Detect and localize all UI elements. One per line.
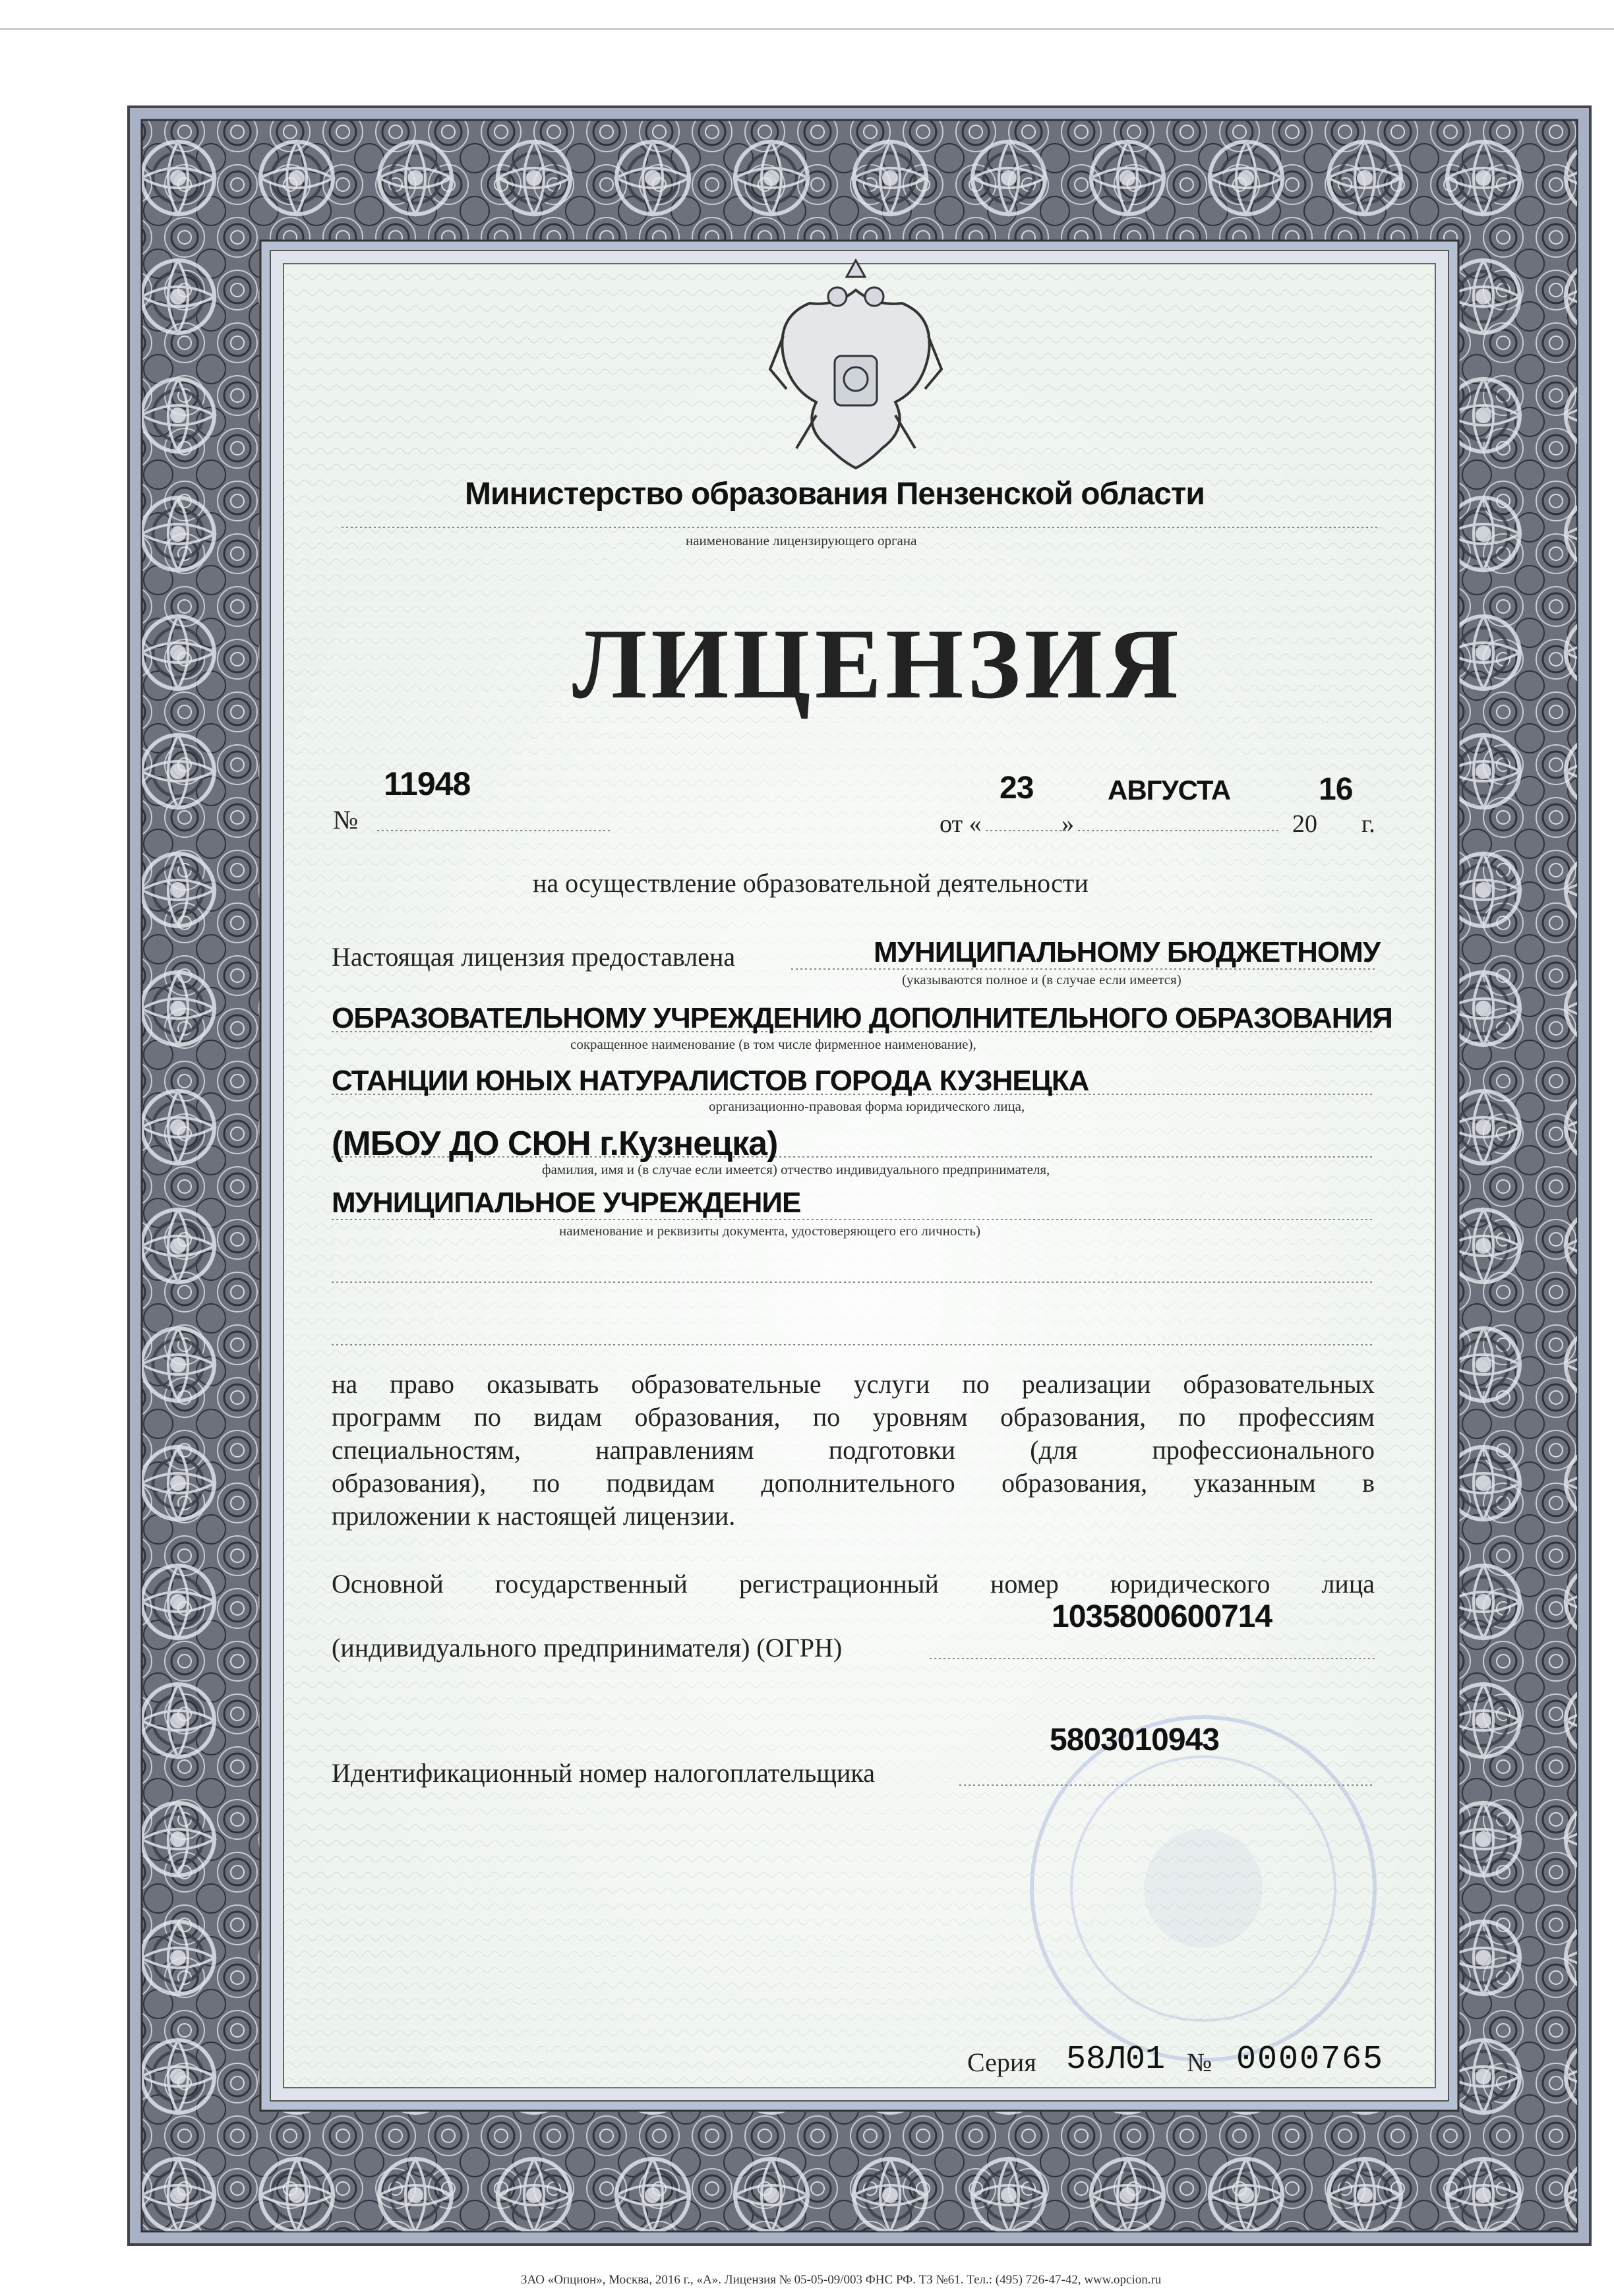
rights-line-1: на право оказывать образовательные услуги по реализации образовательных <box>332 1369 1375 1399</box>
rights-paragraph <box>332 1368 1375 1533</box>
ogrn-label-line-1: Основной государственный регистрационный номер юридического лица <box>332 1569 1375 1599</box>
date-month: АВГУСТА <box>1108 775 1231 806</box>
grantee-caption-3: организационно-правовая форма юридического лица, <box>709 1098 1025 1114</box>
date-day: 23 <box>1000 771 1034 806</box>
grantee-caption-5: наименование и реквизиты документа, удостоверяющего его личность) <box>559 1223 980 1239</box>
grantee-line-1: МУНИЦИПАЛЬНОМУ БЮДЖЕТНОМУ <box>874 936 1381 968</box>
rights-line-2: программ по видам образования, по уровням образования, по профессиям <box>332 1402 1375 1432</box>
series-number-label: № <box>1187 2047 1212 2077</box>
rights-line-3: специальностям, направлениям подготовки (для профессионального <box>332 1435 1375 1465</box>
ministry-name: Министерство образования Пензенской области <box>465 477 1205 512</box>
grantee-line-2: ОБРАЗОВАТЕЛЬНОМУ УЧРЕЖДЕНИЮ ДОПОЛНИТЕЛЬНОГО ОБРАЗОВАНИЯ <box>332 1002 1392 1034</box>
inn-label: Идентификационный номер налогоплательщика <box>332 1758 876 1788</box>
document-title: ЛИЦЕНЗИЯ <box>572 608 1183 719</box>
series-value: 58Л01 <box>1066 2041 1166 2078</box>
year-prefix: 20 <box>1292 810 1317 838</box>
grantee-legal-form: МУНИЦИПАЛЬНОЕ УЧРЕЖДЕНИЕ <box>332 1187 801 1219</box>
ministry-caption: наименование лицензирующего органа <box>686 533 917 548</box>
grantee-short-name: (МБОУ ДО СЮН г.Кузнецка) <box>332 1125 778 1163</box>
printer-footer: ЗАО «Опцион», Москва, 2016 г., «А». Лицензия № 05-05-09/003 ФНС РФ. ТЗ №61. Тел.: (495) 726-47-42, www.opcion.ru <box>521 2273 1162 2287</box>
grantee-caption-1: (указываются полное и (в случае если имеется) <box>902 972 1181 987</box>
number-label: № <box>333 805 359 835</box>
grantee-caption-4: фамилия, имя и (в случае если имеется) отчество индивидуального предпринимателя, <box>542 1162 1050 1177</box>
ogrn-label-line-2: (индивидуального предпринимателя) (ОГРН) <box>332 1633 843 1663</box>
license-number: 11948 <box>384 765 471 802</box>
rights-line-4: образования), по подвидам дополнительного образования, указанным в <box>332 1468 1375 1498</box>
year-suffix: г. <box>1361 810 1375 838</box>
grantee-line-3: СТАНЦИИ ЮНЫХ НАТУРАЛИСТОВ ГОРОДА КУЗНЕЦКА <box>332 1065 1089 1097</box>
rights-line-5: приложении к настоящей лицензии. <box>332 1501 736 1531</box>
purpose-text: на осуществление образовательной деятельности <box>533 868 1089 898</box>
ogrn-value: 1035800600714 <box>1052 1599 1272 1634</box>
granted-label: Настоящая лицензия предоставлена <box>332 942 736 972</box>
series-label: Серия <box>967 2047 1036 2077</box>
grantee-caption-2: сокращенное наименование (в том числе фирменное наименование), <box>570 1036 976 1052</box>
date-year: 16 <box>1319 772 1353 807</box>
series-number: 0000765 <box>1236 2041 1385 2078</box>
date-from-label: от « <box>940 810 982 838</box>
inn-value: 5803010943 <box>1050 1722 1219 1757</box>
date-quote-close: » <box>1061 810 1074 838</box>
